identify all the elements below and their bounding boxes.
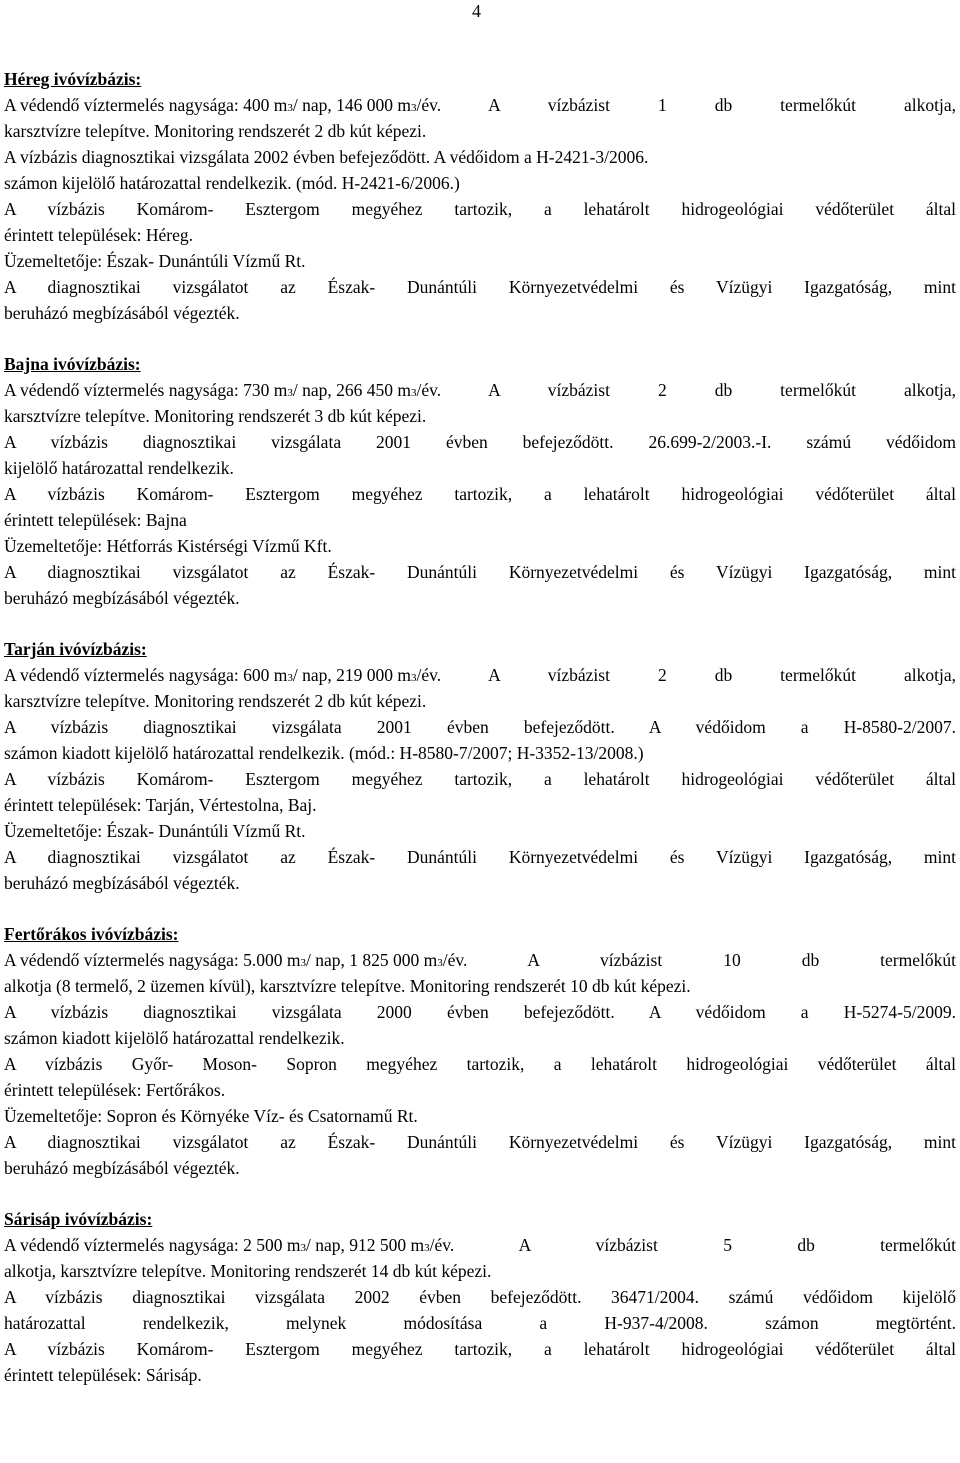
line-text: / nap, 146 000 m (292, 95, 411, 115)
paragraph-line (4, 1155, 956, 1181)
paragraph-line (4, 559, 956, 585)
line-text: karsztvízre telepítve. Monitoring rendszerét 3 db kút képezi. (4, 406, 427, 426)
line-text: érintett települések: Fertőrákos. (4, 1080, 226, 1100)
line-text: Üzemeltetője: Észak- Dunántúli Vízmű Rt. (4, 821, 306, 841)
line-text: karsztvízre telepítve. Monitoring rendszerét 2 db kút képezi. (4, 121, 427, 141)
paragraph-line (4, 144, 956, 170)
line-text: A vízbázis diagnosztikai vizsgálata 2001 évben befejeződött. 26.699-2/2003.-I. számú védőidom (4, 432, 956, 452)
line-text: A diagnosztikai vizsgálatot az Észak- Dunántúli Környezetvédelmi és Vízügyi Igazgatóság, mint (4, 562, 956, 582)
paragraph-line (4, 248, 956, 274)
line-text: A vízbázis Komárom- Esztergom megyéhez tartozik, a lehatárolt hidrogeológiai védőterület által (4, 769, 956, 789)
line-text: A diagnosztikai vizsgálatot az Észak- Dunántúli Környezetvédelmi és Vízügyi Igazgatóság, mint (4, 1132, 956, 1152)
paragraph-line (4, 455, 956, 481)
paragraph-line (4, 533, 956, 559)
paragraph-line (4, 170, 956, 196)
line-text: beruházó megbízásából végezték. (4, 1158, 240, 1178)
paragraph-line (4, 1077, 956, 1103)
line-text: Üzemeltetője: Sopron és Környéke Víz- és Csatornamű Rt. (4, 1106, 418, 1126)
paragraph-line (4, 1284, 956, 1310)
line-text: számon kiadott kijelölő határozattal rendelkezik. (4, 1028, 345, 1048)
line-text: / nap, 219 000 m (292, 665, 411, 685)
paragraph-line: A védendő víztermelés nagysága: 600 m 3 / nap, 219 000 m 3 /év. A vízbázist 2 db termelőkút alkotja, (4, 662, 956, 688)
line-text: számon kijelölő határozattal rendelkezik. (mód. H-2421-6/2006.) (4, 173, 460, 193)
paragraph-line (4, 274, 956, 300)
paragraph-line (4, 118, 956, 144)
line-text: A védendő víztermelés nagysága: 600 m (4, 665, 288, 685)
paragraph-line (4, 1103, 956, 1129)
line-text: A vízbázis Komárom- Esztergom megyéhez tartozik, a lehatárolt hidrogeológiai védőterület által (4, 1339, 956, 1359)
line-text: Üzemeltetője: Észak- Dunántúli Vízmű Rt. (4, 251, 306, 271)
paragraph-line (4, 585, 956, 611)
paragraph-line (4, 973, 956, 999)
line-text: / nap, 1 825 000 m (305, 950, 438, 970)
section-heading: Tarján ivóvízbázis: (4, 639, 147, 659)
line-text: érintett települések: Bajna (4, 510, 187, 530)
paragraph-line (4, 766, 956, 792)
paragraph-line: A védendő víztermelés nagysága: 5.000 m 3 / nap, 1 825 000 m 3 /év. A vízbázist 10 db termelőkút (4, 947, 956, 973)
line-text: beruházó megbízásából végezték. (4, 303, 240, 323)
line-text: A védendő víztermelés nagysága: 5.000 m (4, 950, 301, 970)
line-text: A vízbázis Komárom- Esztergom megyéhez tartozik, a lehatárolt hidrogeológiai védőterület által (4, 199, 956, 219)
paragraph-line (4, 740, 956, 766)
paragraph-line (4, 714, 956, 740)
section-heading: Sárisáp ivóvízbázis: (4, 1209, 153, 1229)
line-text: érintett települések: Sárisáp. (4, 1365, 202, 1385)
line-text: alkotja (8 termelő, 2 üzemen kívül), karsztvízre telepítve. Monitoring rendszerét 10 db kút képezi. (4, 976, 691, 996)
line-text: /év. A vízbázist 2 db termelőkút alkotja, (416, 665, 956, 685)
paragraph-line (4, 507, 956, 533)
water-source-section (4, 1206, 956, 1388)
line-text: A vízbázis Komárom- Esztergom megyéhez tartozik, a lehatárolt hidrogeológiai védőterület által (4, 484, 956, 504)
line-text: számon kiadott kijelölő határozattal rendelkezik. (mód.: H-8580-7/2007; H-3352-13/2008.) (4, 743, 644, 763)
document-body (4, 66, 956, 1413)
line-text: alkotja, karsztvízre telepítve. Monitoring rendszerét 14 db kút képezi. (4, 1261, 492, 1281)
line-text: A vízbázis diagnosztikai vizsgálata 2002 évben befejeződött. A védőidom a H-2421-3/2006. (4, 147, 649, 167)
paragraph-line (4, 999, 956, 1025)
paragraph-line: A védendő víztermelés nagysága: 400 m 3 / nap, 146 000 m 3 /év. A vízbázist 1 db termelőkút alkotja, (4, 92, 956, 118)
section-heading: Fertőrákos ivóvízbázis: (4, 924, 179, 944)
line-text: A diagnosztikai vizsgálatot az Észak- Dunántúli Környezetvédelmi és Vízügyi Igazgatóság, mint (4, 847, 956, 867)
line-text: /év. A vízbázist 2 db termelőkút alkotja, (416, 380, 956, 400)
paragraph-line (4, 1258, 956, 1284)
line-text: /év. A vízbázist 10 db termelőkút (442, 950, 956, 970)
paragraph-line (4, 1310, 956, 1336)
paragraph-line (4, 870, 956, 896)
line-text: érintett települések: Héreg. (4, 225, 194, 245)
paragraph-line (4, 688, 956, 714)
paragraph-line (4, 844, 956, 870)
line-text: /év. A vízbázist 1 db termelőkút alkotja, (416, 95, 956, 115)
line-text: Üzemeltetője: Hétforrás Kistérségi Vízmű Kft. (4, 536, 332, 556)
paragraph-line (4, 196, 956, 222)
water-source-section (4, 921, 956, 1181)
line-text: / nap, 912 500 m (305, 1235, 425, 1255)
paragraph-line (4, 222, 956, 248)
line-text: érintett települések: Tarján, Vértestolna, Baj. (4, 795, 317, 815)
line-text: beruházó megbízásából végezték. (4, 873, 240, 893)
section-heading: Héreg ivóvízbázis: (4, 69, 142, 89)
paragraph-line: A védendő víztermelés nagysága: 730 m 3 / nap, 266 450 m 3 /év. A vízbázist 2 db termelőkút alkotja, (4, 377, 956, 403)
line-text: A védendő víztermelés nagysága: 2 500 m (4, 1235, 301, 1255)
line-text: A védendő víztermelés nagysága: 400 m (4, 95, 288, 115)
line-text: A vízbázis diagnosztikai vizsgálata 2001 évben befejeződött. A védőidom a H-8580-2/2007. (4, 717, 956, 737)
section-heading: Bajna ivóvízbázis: (4, 354, 141, 374)
line-text: beruházó megbízásából végezték. (4, 588, 240, 608)
paragraph-line (4, 1129, 956, 1155)
line-text: A diagnosztikai vizsgálatot az Észak- Dunántúli Környezetvédelmi és Vízügyi Igazgatóság, mint (4, 277, 956, 297)
paragraph-line (4, 1025, 956, 1051)
paragraph-line (4, 1051, 956, 1077)
paragraph-line (4, 300, 956, 326)
paragraph-line (4, 792, 956, 818)
line-text: A vízbázis Győr- Moson- Sopron megyéhez tartozik, a lehatárolt hidrogeológiai védőterület által (4, 1054, 956, 1074)
paragraph-line (4, 818, 956, 844)
line-text: /év. A vízbázist 5 db termelőkút (429, 1235, 956, 1255)
page-number: 4 (472, 1, 481, 21)
paragraph-line (4, 1336, 956, 1362)
paragraph-line (4, 403, 956, 429)
line-text: karsztvízre telepítve. Monitoring rendszerét 2 db kút képezi. (4, 691, 427, 711)
line-text: kijelölő határozattal rendelkezik. (4, 458, 234, 478)
paragraph-line: A védendő víztermelés nagysága: 2 500 m 3 / nap, 912 500 m 3 /év. A vízbázist 5 db termelőkút (4, 1232, 956, 1258)
water-source-section (4, 636, 956, 896)
paragraph-line (4, 429, 956, 455)
line-text: határozattal rendelkezik, melynek módosítása a H-937-4/2008. számon megtörtént. (4, 1313, 956, 1333)
paragraph-line (4, 1362, 956, 1388)
water-source-section (4, 66, 956, 326)
line-text: / nap, 266 450 m (292, 380, 411, 400)
water-source-section (4, 351, 956, 611)
line-text: A vízbázis diagnosztikai vizsgálata 2000 évben befejeződött. A védőidom a H-5274-5/2009. (4, 1002, 956, 1022)
line-text: A vízbázis diagnosztikai vizsgálata 2002 évben befejeződött. 36471/2004. számú védőidom kijelölő (4, 1287, 956, 1307)
line-text: A védendő víztermelés nagysága: 730 m (4, 380, 288, 400)
paragraph-line (4, 481, 956, 507)
